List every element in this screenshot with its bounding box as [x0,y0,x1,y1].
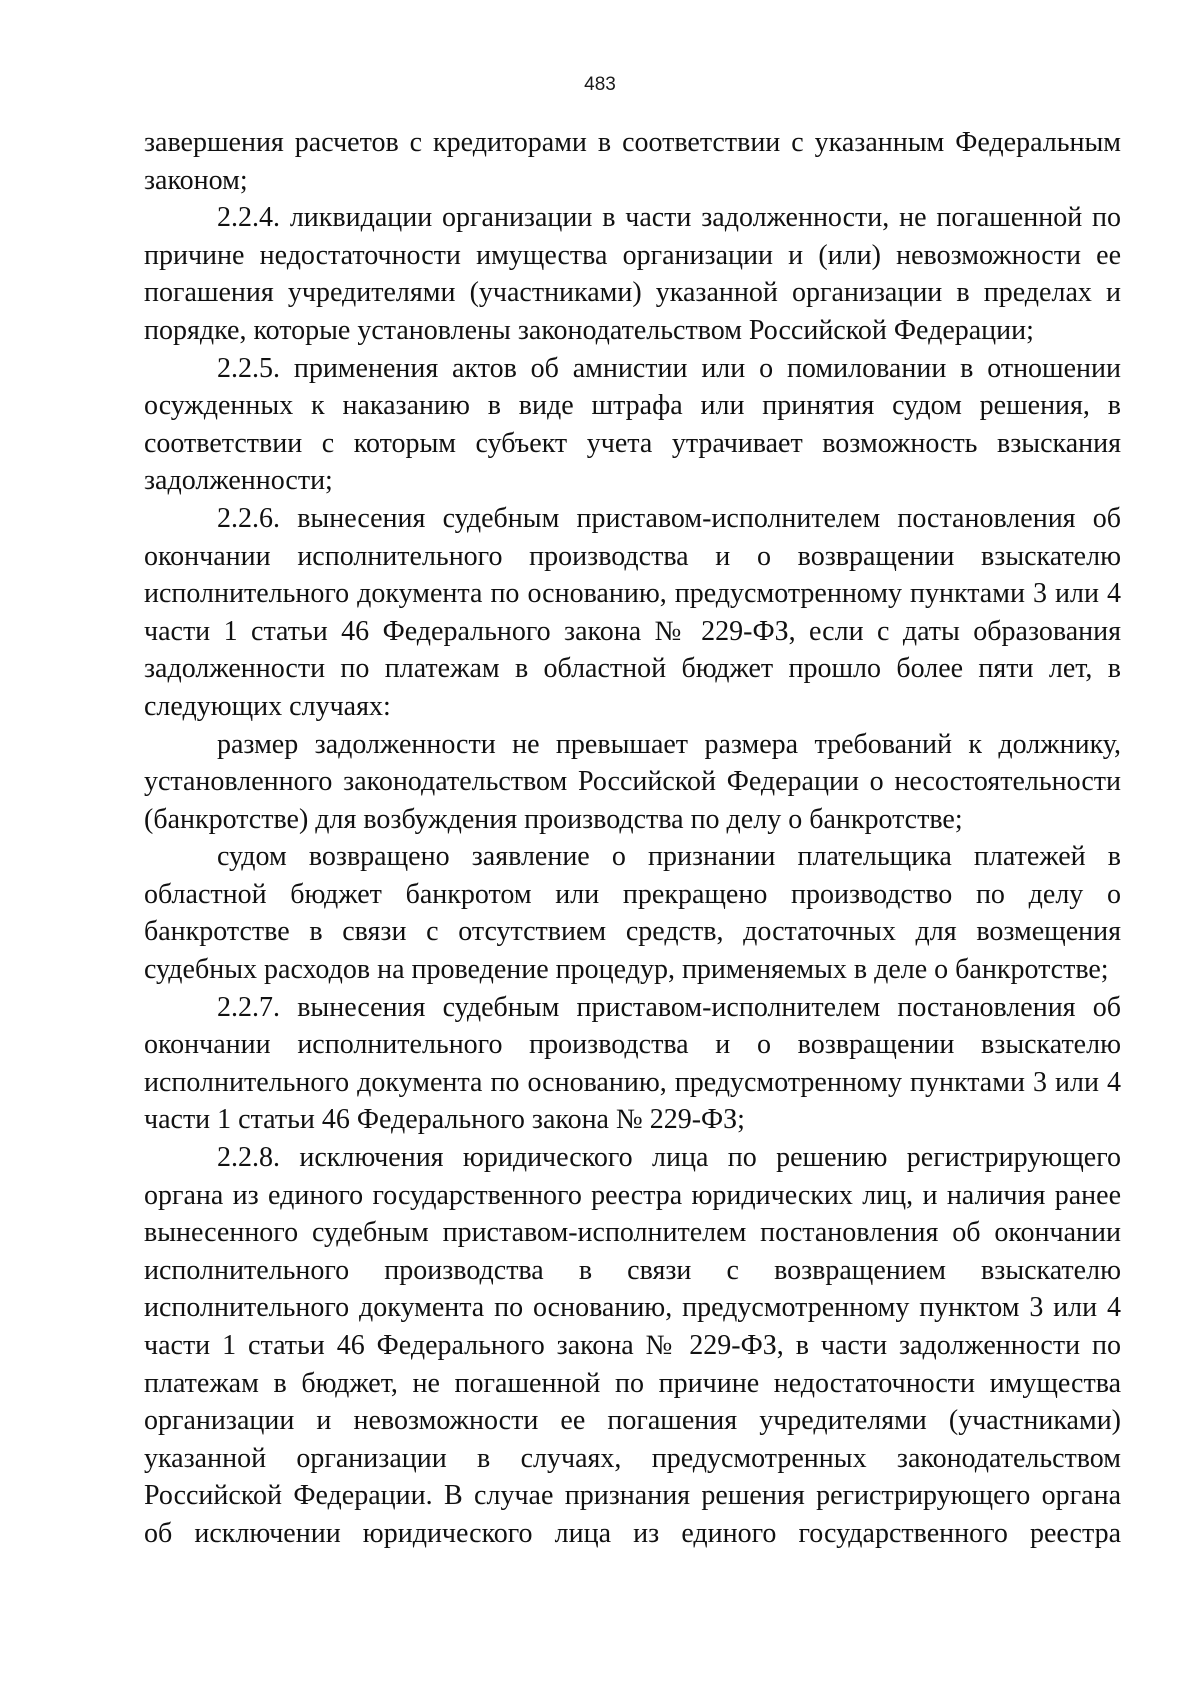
paragraph-2-2-5: 2.2.5. применения актов об амнистии или о помиловании в отношении осужденных к наказанию в виде штрафа или принятия судом решения, в соответствии с которым субъект учета утрачивает возможность взыскания задолженности; [144,352,1121,497]
document-body [144,124,1121,1553]
paragraph-2-2-7: 2.2.7. вынесения судебным приставом-исполнителем постановления об окончании исполнительного производства и о возвращении взыскателю исполнительного документа по основанию, предусмотренному пунктами 3 или 4 части 1 статьи 46 Федерального закона № 229-ФЗ; [144,991,1121,1136]
paragraph-case-court-returned: судом возвращено заявление о признании плательщика платежей в областной бюджет банкротом или прекращено производство по делу о банкротстве в связи с отсутствием средств, достаточных для возмещения судебных расходов на проведение процедур, применяемых в деле о банкротстве; [144,841,1121,986]
paragraph-continuation: завершения расчетов с кредиторами в соответствии с указанным Федеральным законом; [144,127,1121,196]
paragraph-2-2-8: 2.2.8. исключения юридического лица по решению регистрирующего органа из единого государственного реестра юридических лиц, и наличия ранее вынесенного судебным приставом-исполнителем постановления об окончании исполнительного производства в связи с возвращением взыскателю исполнительного документа по основанию, предусмотренному пунктом 3 или 4 части 1 статьи 46 Федерального закона № 229-ФЗ, в части задолженности по платежам в бюджет, не погашенной по причине недостаточности имущества организации и невозможности ее погашения учредителями (участниками) указанной организации в случаях, предусмотренных законодательством Российской Федерации. В случае признания решения регистрирующего органа об исключении юридического лица из единого государственного реестра [144,1142,1121,1549]
paragraph-2-2-6: 2.2.6. вынесения судебным приставом-исполнителем постановления об окончании исполнительного производства и о возвращении взыскателю исполнительного документа по основанию, предусмотренному пунктами 3 или 4 части 1 статьи 46 Федерального закона № 229-ФЗ, если с даты образования задолженности по платежам в областной бюджет прошло более пяти лет, в следующих случаях: [144,502,1121,722]
paragraph-case-debt-size: размер задолженности не превышает размера требований к должнику, установленного законодательством Российской Федерации о несостоятельности (банкротстве) для возбуждения производства по делу о банкротстве; [144,728,1121,835]
page-number: 483 [584,74,616,95]
paragraph-2-2-4: 2.2.4. ликвидации организации в части задолженности, не погашенной по причине недостаточности имущества организации и (или) невозможности ее погашения учредителями (участниками) указанной организации в пределах и порядке, которые установлены законодательством Российской Федерации; [144,202,1121,346]
